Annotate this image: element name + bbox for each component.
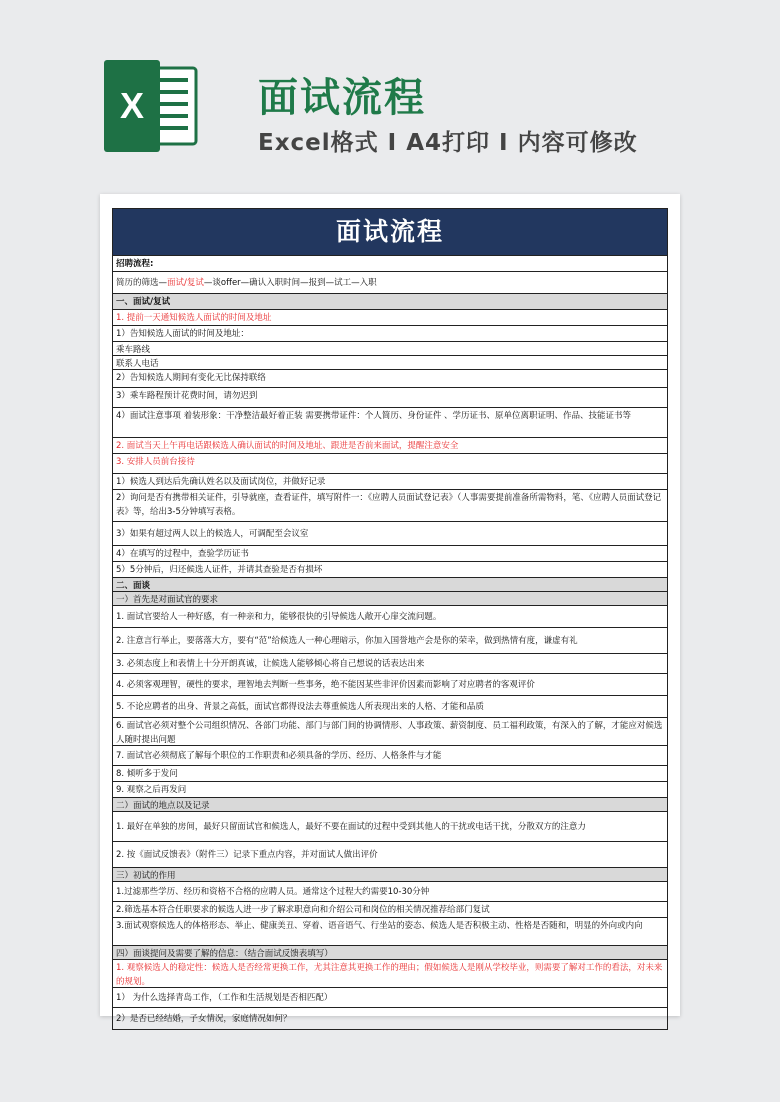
subsection-header: 二）面试的地点以及记录 (113, 798, 667, 812)
table-row: 6. 面试官必须对整个公司组织情况、各部门功能、部门与部门间的协调情形、人事政策、薪资制度、员工福利政策，有深入的了解，才能应对候选人随时提出问题 (113, 718, 667, 746)
row-text: 2. 按《面试反馈表》（附件三）记录下重点内容，并对面试人做出评价 (116, 850, 378, 860)
table-row: 1）告知候选人面试的时间及地址： (113, 326, 667, 342)
subsection-header: 三）初试的作用 (113, 868, 667, 882)
flow-text: 简历的筛选— (116, 278, 168, 288)
table-row (113, 746, 667, 766)
flow-highlight: 面试/复试 (167, 278, 204, 288)
row-text: 1.过滤那些学历、经历和资格不合格的应聘人员。通常这个过程大约需要10-30分钟 (116, 887, 430, 897)
table-row: 招聘流程: (113, 256, 667, 272)
flow-text: —谈offer—确认入职时间—报到—试工—入职 (203, 278, 377, 288)
subsection-header: 四）面谈提问及需要了解的信息：（结合面试反馈表填写） (113, 946, 667, 960)
table-row: 1. 提前一天通知候选人面试的时间及地址 (113, 310, 667, 326)
table-row (113, 988, 667, 1008)
row-text: 2）是否已经结婚，子女情况，家庭情况如何？ (116, 1014, 292, 1024)
table-row (113, 606, 667, 628)
table-row: 3.面试观察候选人的体格形态、举止、健康美丑、穿着、语音语气、行坐站的姿态、候选人是否积极主动、性格是否随和，明显的外向或内向 (113, 918, 667, 946)
table-row: 3）乘车路程预计花费时间，请勿迟到 (113, 388, 667, 408)
table-row: 2）询问是否有携带相关证件，引导就座，查看证件，填写附件一：《应聘人员面试登记表》（人事需要提前准备所需物料，笔、《应聘人员面试登记表》等，给出3-5分钟填写表格。 (113, 490, 667, 522)
row-text: 1） 为什么选择青岛工作，（工作和生活规划是否相匹配） (116, 993, 333, 1003)
table-row: 8. 倾听多于发问 (113, 766, 667, 782)
table-row: 9. 观察之后再发问 (113, 782, 667, 798)
row-text: 1. 面试官要给人一种好感，有一种亲和力，能够很快的引导候选人敞开心扉交流问题。 (116, 612, 442, 622)
row-text: 4. 必须客观理智，硬性的要求，理智地去判断一些事务，绝不能因某些非评价因素而影响了对应聘者的客观评价 (116, 680, 535, 690)
document-title: 面试流程 (113, 209, 667, 256)
table-row: 3. 安排人员前台接待 (113, 454, 667, 474)
subsection-header: 一）首先是对面试官的要求 (113, 592, 667, 606)
row-text: 2. 注意言行举止，要落落大方，要有“范”给候选人一种心理暗示，你加入国誉地产会是你的荣幸，做到热情有度，谦虚有礼 (116, 636, 578, 646)
row-text: 7. 面试官必须彻底了解每个职位的工作职责和必须具备的学历、经历、人格条件与才能 (116, 751, 442, 761)
hero-subtitle: Excel格式 I A4打印 I 内容可修改 (258, 130, 638, 156)
table-row: 乘车路线 (113, 342, 667, 356)
table-row (113, 1008, 667, 1030)
table-row (113, 272, 667, 294)
table-row (113, 654, 667, 674)
row-text: 1. 最好在单独的房间，最好只留面试官和候选人，最好不要在面试的过程中受到其他人的干扰或电话干扰，分散双方的注意力 (116, 822, 586, 832)
table-row (113, 696, 667, 718)
table-row: 1）候选人到达后先确认姓名以及面试岗位，并做好记录 (113, 474, 667, 490)
hero-title: 面试流程 (258, 75, 426, 121)
table-row: 联系人电话 (113, 356, 667, 370)
table-row (113, 522, 667, 546)
table-row: 1. 观察候选人的稳定性：候选人是否经常更换工作，尤其注意其更换工作的理由；假如候选人是刚从学校毕业，则需要了解对工作的看法，对未来的规划。 (113, 960, 667, 988)
process-table (112, 208, 668, 1030)
excel-icon (102, 58, 200, 154)
table-row: 5）5分钟后，归还候选人证件，并请其查验是否有损坏 (113, 562, 667, 578)
table-row: 2）告知候选人期间有变化无比保持联络 (113, 370, 667, 388)
document-sheet (100, 194, 680, 1024)
table-row: 4）面试注意事项 着装形象：干净整洁最好着正装 需要携带证件：个人简历、身份证件 、学历证书、原单位离职证明、作品、技能证书等 (113, 408, 667, 438)
row-text: 3）如果有超过两人以上的候选人，可调配至会议室 (116, 529, 309, 539)
row-text: 3. 必须态度上和表情上十分开朗真诚，让候选人能够倾心将自己想说的话表达出来 (116, 659, 425, 669)
section-header: 一、面试/复试 (113, 294, 667, 310)
table-row (113, 674, 667, 696)
table-row: 4）在填写的过程中，查验学历证书 (113, 546, 667, 562)
table-row: 2.筛选基本符合任职要求的候选人进一步了解求职意向和介绍公司和岗位的相关情况推荐给部门复试 (113, 902, 667, 918)
table-row: 2. 面试当天上午再电话跟候选人确认面试的时间及地址、跟进是否前来面试，提醒注意安全 (113, 438, 667, 454)
section-header: 二、面谈 (113, 578, 667, 592)
table-row (113, 882, 667, 902)
svg-text:X: X (119, 85, 145, 126)
hero-header (0, 0, 780, 190)
table-row (113, 628, 667, 654)
row-text: 5. 不论应聘者的出身、背景之高低，面试官都得设法去尊重候选人所表现出来的人格、才能和品质 (116, 702, 484, 712)
table-row (113, 842, 667, 868)
table-row (113, 812, 667, 842)
